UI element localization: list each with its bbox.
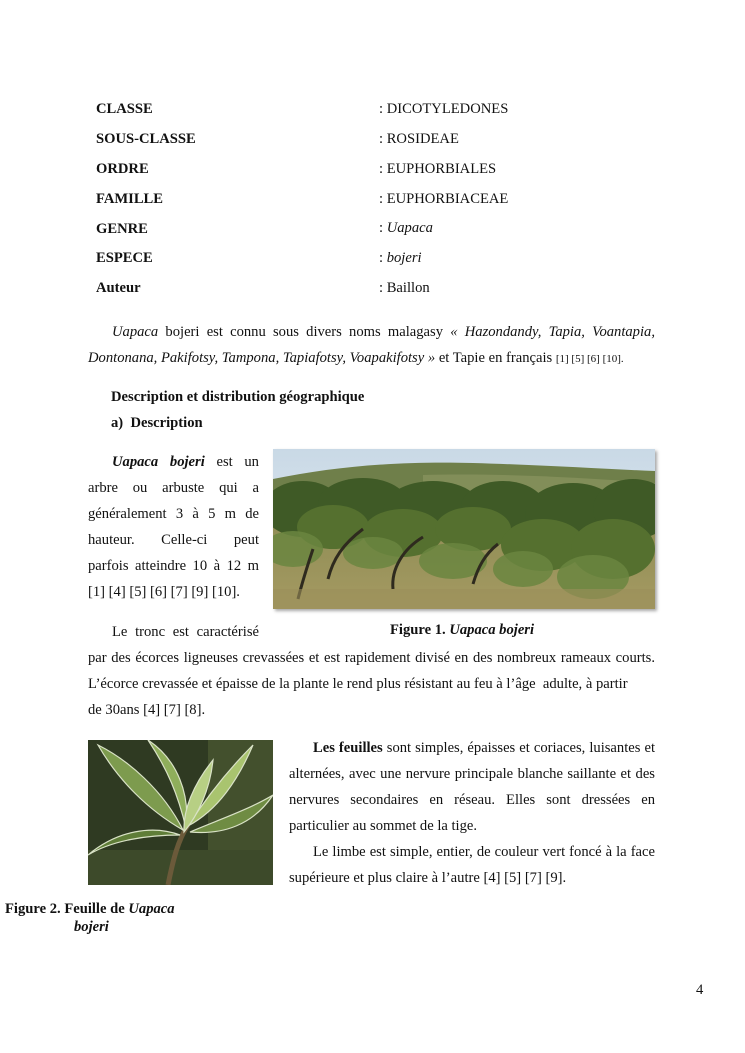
figure-2-photo: [88, 740, 273, 885]
taxonomy-value: : EUPHORBIACEAE: [379, 191, 509, 207]
page-number: 4: [696, 982, 704, 998]
trunk-line-1: Le tronc est caractérisé: [112, 624, 259, 640]
taxonomy-label: ESPECE: [96, 250, 153, 266]
leaves-line-2: alternées, avec une nervure principale blanche saillante et des: [289, 766, 655, 782]
description-line-2: arbre ou arbuste qui a: [88, 480, 259, 496]
intro-line-1: Uapaca bojeri est connu sous divers noms malagasy « Hazondandy, Tapia, Voantapia,: [112, 324, 655, 340]
taxonomy-label: ORDRE: [96, 161, 149, 177]
description-line-3: généralement 3 à 5 m de: [88, 506, 259, 522]
leaves-line-4: particulier au sommet de la tige.: [289, 818, 478, 834]
leaves-line-6: supérieure et plus claire à l’autre [4] [5] [7] [9].: [289, 870, 567, 886]
trunk-line-3: L’écorce crevassée et épaisse de la plante le rend plus résistant au feu à l’âge adulte, à partir: [88, 676, 628, 692]
figure-1-caption: Figure 1. Uapaca bojeri: [390, 622, 535, 638]
taxonomy-value: : DICOTYLEDONES: [379, 101, 509, 117]
section-subheading: a) Description: [111, 415, 203, 431]
trunk-line-2: par des écorces ligneuses crevassées et est rapidement divisé en des nombreux rameaux courts.: [88, 650, 655, 666]
description-line-1: Uapaca bojeri est un: [112, 454, 259, 470]
taxonomy-label: SOUS-CLASSE: [96, 131, 196, 147]
figure-2-caption-cont: bojeri: [74, 919, 109, 935]
taxonomy-label: Auteur: [96, 280, 141, 296]
figure-1-photo: [273, 449, 655, 609]
taxonomy-value: : EUPHORBIALES: [379, 161, 497, 177]
trunk-line-4: de 30ans [4] [7] [8].: [88, 702, 206, 718]
taxonomy-value: : ROSIDEAE: [379, 131, 459, 147]
intro-line-2: Dontonana, Pakifotsy, Tampona, Tapiafotsy, Voapakifotsy » et Tapie en français [1] [5] [6] [10].: [88, 350, 624, 366]
taxonomy-label: FAMILLE: [96, 191, 164, 207]
taxonomy-value: : Baillon: [379, 280, 430, 296]
description-line-4: hauteur. Celle-ci peut: [88, 532, 259, 548]
taxonomy-label: CLASSE: [96, 101, 153, 117]
taxonomy-value: : bojeri: [379, 250, 422, 266]
leaves-line-5: Le limbe est simple, entier, de couleur vert foncé à la face: [313, 844, 655, 860]
taxonomy-label: GENRE: [96, 221, 148, 237]
leaves-line-3: nervures secondaires en réseau. Elles sont dressées en: [289, 792, 655, 808]
description-line-5: parfois atteindre 10 à 12 m: [88, 558, 259, 574]
figure-2-caption: Figure 2. Feuille de Uapaca: [5, 901, 175, 917]
leaves-line-1: Les feuilles sont simples, épaisses et coriaces, luisantes et: [313, 740, 655, 756]
taxonomy-value: : Uapaca: [379, 220, 433, 236]
description-line-6: [1] [4] [5] [6] [7] [9] [10].: [88, 584, 240, 600]
section-heading: Description et distribution géographique: [111, 389, 365, 405]
